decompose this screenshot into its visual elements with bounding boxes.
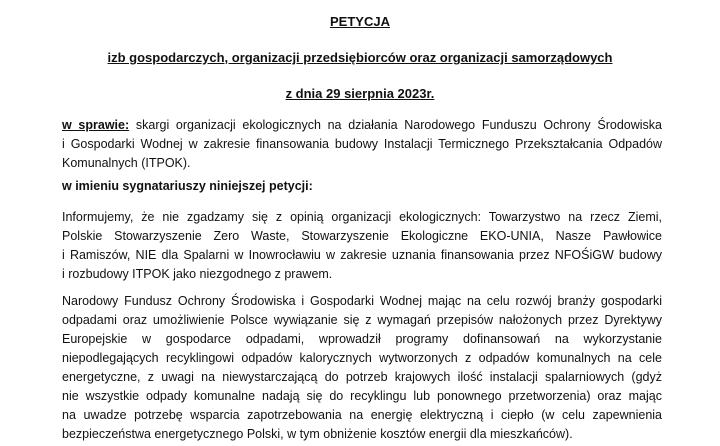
paragraph-1 xyxy=(62,208,662,284)
subject-section xyxy=(62,116,662,173)
subject-text-1: skargi organizacji ekologicznych na działania Narodowego Funduszu Ochrony Środowiska xyxy=(135,118,662,132)
paragraph-1-line: i Ramiszów, NIE dla Spalarni w Inowrocławiu w zakresie uznania finansowania przez NFOŚiGW budowy xyxy=(62,248,662,262)
subject-line-2: i Gospodarki Wodnej w zakresie finansowania budowy Instalacji Termicznego Przekształcania Odpadów xyxy=(62,137,662,151)
petition-date: z dnia 29 sierpnia 2023r. xyxy=(285,86,435,101)
petition-subtitle: izb gospodarczych, organizacji przedsiębiorców oraz organizacji samorządowych xyxy=(107,50,613,65)
paragraph-2-line: na uwadze potrzebę wsparcia zapotrzebowania na energię elektryczną i ciepło (w celu zapewnienia xyxy=(62,408,662,422)
paragraph-2 xyxy=(62,292,662,444)
paragraph-2-line: energetyczne, z uwagi na niewystarczającą do potrzeb krajowych ilość instalacji spalarniowych (gdyż xyxy=(62,370,662,384)
signatories-heading: w imieniu sygnatariuszy niniejszej petycji: xyxy=(62,179,313,193)
paragraph-2-line: niepodlegających recyklingowi odpadów kalorycznych wytworzonych z odpadów komunalnych na cele xyxy=(62,351,662,365)
paragraph-1-line: i rozbudowy ITPOK jako niezgodnego z prawem. xyxy=(62,267,333,281)
petition-title: PETYCJA xyxy=(330,14,390,29)
paragraph-1-line: Informujemy, że nie zgadzamy się z opinią organizacji ekologicznych: Towarzystwo na rzecz Ziemi, xyxy=(62,210,662,224)
paragraph-2-line: bezpieczeństwa energetycznego Polski, w tym obniżenie kosztów energii dla mieszkańców). xyxy=(62,427,573,441)
paragraph-2-line: Europejskie w gospodarce odpadami, wprowadził programy dofinansowań na wykorzystanie xyxy=(62,332,662,346)
paragraph-1-line: Polskie Stowarzyszenie Zero Waste, Stowarzyszenie Ekologiczne EKO-UNIA, Nasze Pawłowice xyxy=(62,229,662,243)
paragraph-2-line: nie wszystkie odpady komunalne nadają się do recyklingu lub ponownego przetworzenia) oraz mając xyxy=(62,389,662,403)
paragraph-2-line: Narodowy Fundusz Ochrony Środowiska i Gospodarki Wodnej mając na celu rozwój branży gospodarki xyxy=(62,294,662,308)
subject-line-1 xyxy=(62,116,662,135)
subject-label: w sprawie: xyxy=(62,118,130,132)
paragraph-2-line: odpadami oraz umożliwienie Polsce wywiązanie się z wymagań przepisów nałożonych przez Dyrektywy xyxy=(62,313,662,327)
subject-line-3: Komunalnych (ITPOK). xyxy=(62,156,191,170)
